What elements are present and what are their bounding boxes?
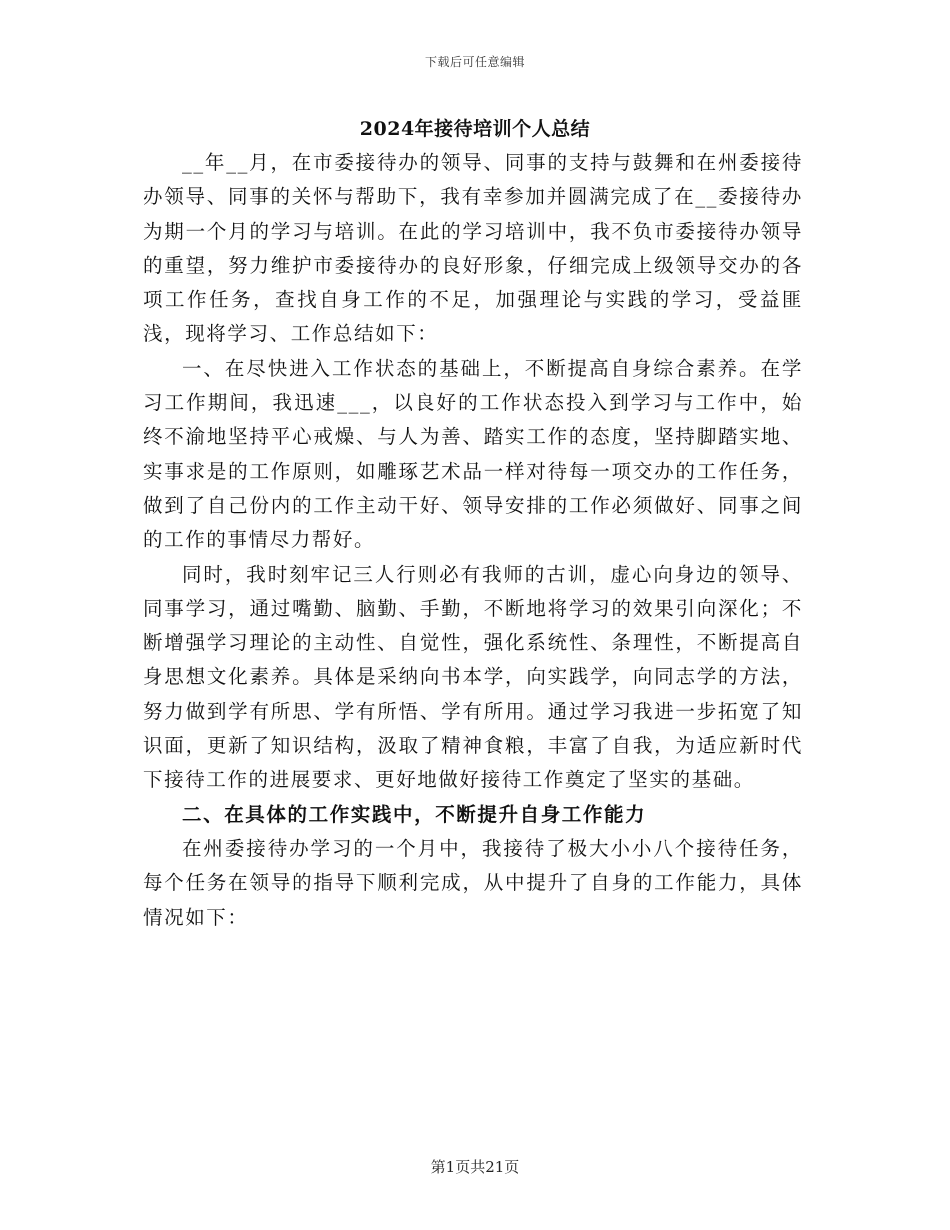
document-body bbox=[143, 146, 803, 935]
section-heading-two: 二、在具体的工作实践中，不断提升自身工作能力 bbox=[182, 802, 647, 826]
header-note: 下载后可任意编辑 bbox=[424, 55, 525, 69]
paragraph-section-one: 一、在尽快进入工作状态的基础上，不断提高自身综合素养。在学习工作期间，我迅速___，以良好的工作状态投入到学习与工作中，始终不渝地坚持平心戒燥、与人为善、踏实工作的态度，坚持脚踏实地、实事求是的工作原则，如雕琢艺术品一样对待每一项交办的工作任务，做到了自己份内的工作主动干好、领导安排的工作必须做好、同事之间的工作的事情尽力帮好。 bbox=[143, 356, 803, 552]
page-footer: 第1页共21页 bbox=[430, 1158, 520, 1176]
paragraph-section-two: 在州委接待办学习的一个月中，我接待了极大小小八个接待任务，每个任务在领导的指导下顺利完成，从中提升了自身的工作能力，具体情况如下： bbox=[143, 836, 803, 929]
paragraph-learning: 同时，我时刻牢记三人行则必有我师的古训，虚心向身边的领导、同事学习，通过嘴勤、脑勤、手勤，不断地将学习的效果引向深化；不断增强学习理论的主动性、自觉性，强化系统性、条理性，不断提高自身思想文化素养。具体是采纳向书本学，向实践学，向同志学的方法，努力做到学有所思、学有所悟、学有所用。通过学习我进一步拓宽了知识面，更新了知识结构，汲取了精神食粮，丰富了自我，为适应新时代下接待工作的进展要求、更好地做好接待工作奠定了坚实的基础。 bbox=[143, 562, 803, 792]
document-title: 2024年接待培训个人总结 bbox=[359, 118, 591, 140]
paragraph-intro: __年__月，在市委接待办的领导、同事的支持与鼓舞和在州委接待办领导、同事的关怀与帮助下，我有幸参加并圆满完成了在__委接待办为期一个月的学习与培训。在此的学习培训中，我不负市委接待办领导的重望，努力维护市委接待办的良好形象，仔细完成上级领导交办的各项工作任务，查找自身工作的不足，加强理论与实践的学习，受益匪浅，现将学习、工作总结如下： bbox=[143, 151, 803, 346]
